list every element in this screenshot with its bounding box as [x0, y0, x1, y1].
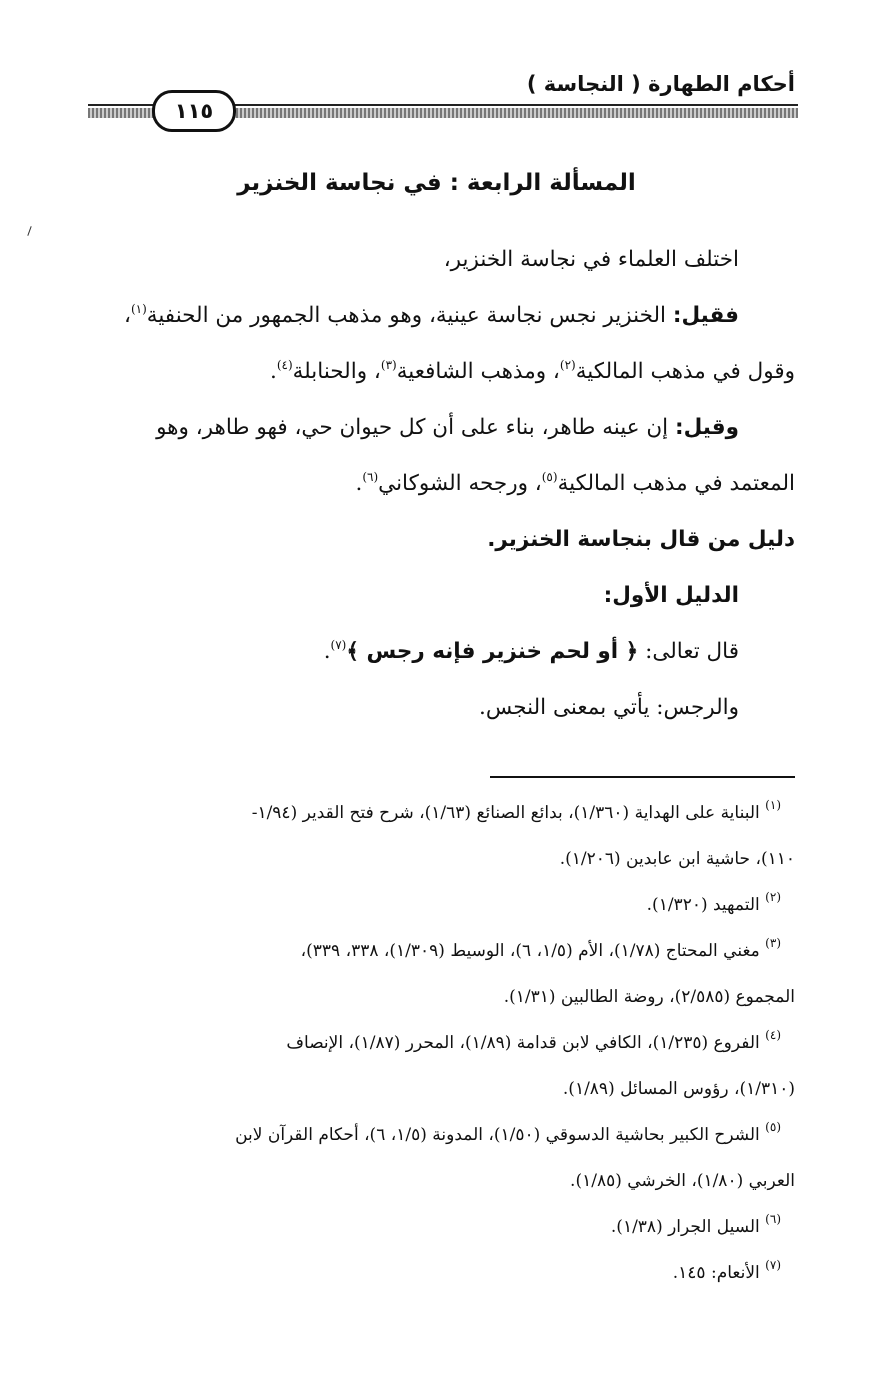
opinion-one-line-1 — [75, 288, 795, 344]
opinion-two-text-3-end: . — [355, 471, 363, 496]
opinion-one-line-2 — [75, 344, 795, 400]
footnote-5-text: الشرح الكبير بحاشية الدسوقي (١/٥٠)، المدونة (١/٥، ٦)، أحكام القرآن لابن — [235, 1125, 760, 1145]
opinion-one-text: الخنزير نجس نجاسة عينية، وهو مذهب الجمهور من الحنفية — [146, 303, 673, 328]
footnote-3-text-2: المجموع (٢/٥٨٥)، روضة الطالبين (١/٣١). — [503, 987, 795, 1007]
rijs-note: والرجس: يأتي بمعنى النجس. — [479, 695, 739, 720]
footnote-7-line-1 — [83, 1250, 795, 1296]
section-title: المسألة الرابعة : في نجاسة الخنزير — [237, 170, 636, 196]
opinion-two-text: إن عينه طاهر، بناء على أن كل حيوان حي، فهو طاهر، وهو — [156, 415, 675, 440]
footnote-6-number: (٦) — [765, 1212, 781, 1226]
rijs-line — [75, 680, 795, 736]
opinion-one-text-3: ، ومذهب الشافعية — [396, 359, 560, 384]
footnote-5-line-1 — [83, 1112, 795, 1158]
opinion-two-text-3: ، ورجحه الشوكاني — [378, 471, 542, 496]
opinion-one-text-4-end: . — [269, 359, 277, 384]
footnote-4-text-2: (١/٣١٠)، رؤوس المسائل (١/٨٩). — [562, 1079, 795, 1099]
footnote-ref-2: (٢) — [559, 358, 576, 372]
footnote-7-text: الأنعام: ١٤٥. — [672, 1263, 760, 1283]
footnote-3-number: (٣) — [765, 936, 781, 950]
footnote-ref-4: (٤) — [276, 358, 293, 372]
opinion-one-text-2: وقول في مذهب المالكية — [575, 359, 795, 384]
footnote-4-number: (٤) — [765, 1028, 781, 1042]
footnote-2-text: التمهيد (١/٣٢٠). — [646, 895, 760, 915]
running-title: أحكام الطهارة ( النجاسة ) — [526, 72, 795, 96]
evidence-heading-line — [75, 512, 795, 568]
footnote-2-line-1 — [83, 882, 795, 928]
intro-text: اختلف العلماء في نجاسة الخنزير، — [443, 247, 739, 272]
footnote-1-text: البناية على الهداية (١/٣٦٠)، بدائع الصنائع (١/٦٣)، شرح فتح القدير (١/٩٤- — [251, 803, 760, 823]
body-text — [75, 232, 795, 736]
opinion-two-text-2: المعتمد في مذهب المالكية — [557, 471, 795, 496]
footnote-ref-1: (١) — [130, 302, 147, 316]
page-number: ١١٥ — [174, 99, 214, 123]
opinion-two-line-2 — [75, 456, 795, 512]
footnote-ref-5: (٥) — [541, 470, 558, 484]
footnote-1-line-2 — [83, 836, 795, 882]
margin-mark — [27, 226, 31, 236]
footnote-ref-6: (٦) — [362, 470, 379, 484]
footnote-1-line-1 — [83, 790, 795, 836]
evidence-heading: دليل من قال بنجاسة الخنزير. — [487, 527, 795, 552]
opinion-one-label: فقيل: — [672, 303, 739, 328]
footnote-4-line-1 — [83, 1020, 795, 1066]
opinion-two-label: وقيل: — [674, 415, 739, 440]
page-number-badge — [152, 90, 236, 132]
intro-line — [75, 232, 795, 288]
footnote-3-text: مغني المحتاج (١/٧٨)، الأم (١/٥، ٦)، الوسيط (١/٣٠٩)، ٣٣٨، ٣٣٩)، — [300, 941, 760, 961]
footnote-3-line-1 — [83, 928, 795, 974]
footnote-6-text: السيل الجرار (١/٣٨). — [610, 1217, 760, 1237]
quran-prefix: قال تعالى: — [638, 639, 739, 664]
opinion-two-line-1 — [75, 400, 795, 456]
opinion-one-text-end: ، — [124, 303, 131, 328]
footnote-ref-3: (٣) — [380, 358, 397, 372]
footnote-5-number: (٥) — [765, 1120, 781, 1134]
footnote-separator — [490, 776, 795, 778]
footnote-3-line-2 — [83, 974, 795, 1020]
evidence-first-heading: الدليل الأول: — [603, 583, 739, 608]
quran-verse: ﴿ أو لحم خنزير فإنه رجس ﴾ — [346, 639, 639, 664]
footnote-1-number: (١) — [765, 798, 781, 812]
opinion-one-text-4: ، والحنابلة — [292, 359, 381, 384]
footnote-4-text: الفروع (١/٢٣٥)، الكافي لابن قدامة (١/٨٩)، المحرر (١/٨٧)، الإنصاف — [286, 1033, 760, 1053]
footnote-5-text-2: العربي (١/٨٠)، الخرشي (١/٨٥). — [570, 1171, 795, 1191]
footnote-ref-7: (٧) — [330, 638, 347, 652]
footnote-2-number: (٢) — [765, 890, 781, 904]
footnote-6-line-1 — [83, 1204, 795, 1250]
quran-end: . — [323, 639, 331, 664]
footnote-4-line-2 — [83, 1066, 795, 1112]
footnote-1-text-2: ١١٠)، حاشية ابن عابدين (١/٢٠٦). — [559, 849, 795, 869]
quran-line — [75, 624, 795, 680]
footnote-7-number: (٧) — [765, 1258, 781, 1272]
evidence-first-line — [75, 568, 795, 624]
footnotes — [83, 790, 795, 1296]
footnote-5-line-2 — [83, 1158, 795, 1204]
